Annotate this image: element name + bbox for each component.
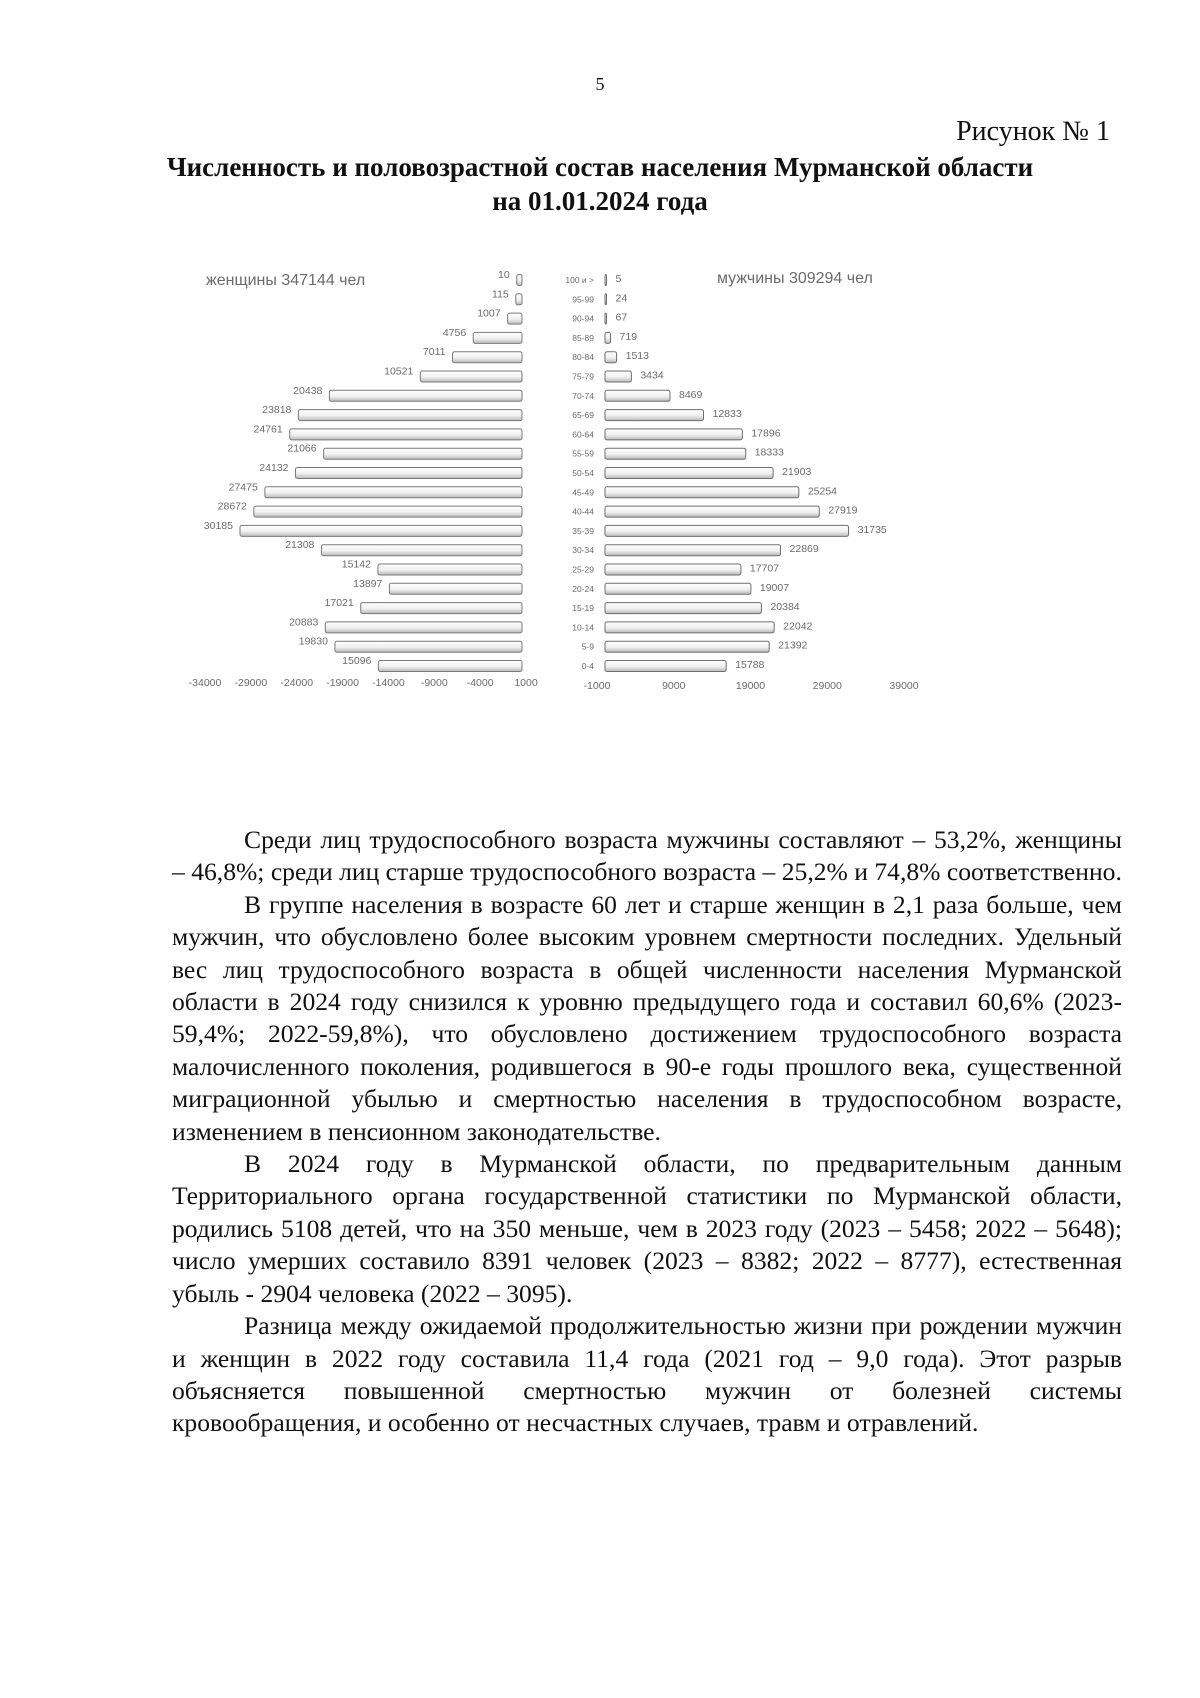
female-value-label: 4756 — [442, 326, 467, 339]
male-value-label: 22869 — [789, 543, 819, 556]
female-value-label: 7011 — [422, 346, 446, 359]
female-axis-tick: 1000 — [514, 677, 538, 689]
male-value-label: 8469 — [678, 388, 703, 401]
paragraph-1: Среди лиц трудоспособного возраста мужчины составляют – 53,2%, женщины – 46,8%; среди лиц старше трудоспособного возраста – 25,2% и 74,8% соответственно. — [172, 825, 1122, 887]
female-bar — [325, 622, 522, 633]
male-bar — [605, 410, 703, 421]
female-bar — [378, 661, 522, 672]
age-group-label: 95-99 — [572, 294, 594, 305]
male-value-label: 24 — [615, 292, 628, 305]
female-bar — [240, 525, 522, 536]
female-value-label: 24761 — [253, 423, 283, 436]
age-group-label: 100 и > — [565, 275, 594, 285]
male-bar — [605, 332, 611, 343]
male-bar — [605, 641, 769, 652]
female-value-label: 20438 — [293, 384, 323, 397]
female-value-label: 1007 — [477, 307, 501, 320]
age-group-label: 85-89 — [572, 332, 594, 343]
paragraph-3: В 2024 году в Мурманской области, по предварительным данным Территориального органа государственной статистики по Мурманской области, родились 5108 детей, что на 350 меньше, чем в 2023 году (2023 – 5458; 2022 – 5648); число умерших составило 8391 человек (2023 – 8382; 2022 – 8777), естественная убыль - 2904 человека (2022 – 3095). — [172, 1149, 1122, 1308]
female-bar — [473, 332, 522, 343]
male-axis-tick: -1000 — [583, 680, 611, 692]
male-bar — [605, 352, 617, 363]
paragraph-4: Разница между ожидаемой продолжительностью жизни при рождении мужчин и женщин в 2022 году составила 11,4 года (2021 год – 9,0 года). Этот разрыв объясняется повышенной смертностью мужчин от болезней системы кровообращения, и особенно от несчастных случаев, травм и отравлений. — [172, 1311, 1122, 1438]
female-bar — [361, 603, 522, 614]
female-bar — [517, 275, 522, 286]
male-axis-tick: 29000 — [812, 680, 842, 692]
female-value-label: 10521 — [384, 365, 414, 378]
female-value-label: 17021 — [324, 597, 354, 610]
female-bar — [389, 583, 522, 594]
female-axis-tick: -34000 — [188, 677, 222, 689]
age-group-label: 5-9 — [581, 641, 594, 652]
female-axis-tick: -24000 — [280, 677, 314, 689]
female-value-label: 19830 — [298, 635, 328, 648]
body-text — [172, 824, 1122, 1440]
male-value-label: 15788 — [735, 659, 765, 671]
male-axis-tick: 19000 — [735, 680, 766, 692]
female-value-label: 24132 — [259, 462, 289, 474]
male-value-label: 25254 — [807, 485, 838, 498]
male-value-label: 3434 — [640, 369, 664, 382]
male-axis-tick: 39000 — [889, 680, 919, 692]
male-bar — [605, 294, 607, 305]
female-bar — [453, 352, 522, 363]
male-bar — [605, 448, 746, 459]
female-bar — [265, 487, 522, 498]
male-value-label: 19007 — [759, 581, 790, 594]
age-group-label: 10-14 — [572, 622, 594, 633]
female-value-label: 30185 — [203, 519, 233, 532]
female-value-label: 28672 — [217, 500, 247, 513]
male-value-label: 22042 — [783, 620, 813, 633]
age-group-label: 35-39 — [572, 525, 594, 536]
pyramid-svg — [188, 269, 1020, 760]
age-group-label: 60-64 — [572, 429, 594, 440]
female-bar — [378, 564, 522, 575]
male-value-label: 67 — [615, 311, 628, 324]
female-bar — [516, 294, 522, 305]
figure-title-line-2: на 01.01.2024 года — [492, 186, 708, 216]
male-value-label: 719 — [619, 330, 638, 343]
female-bar — [254, 506, 522, 517]
male-value-label: 12833 — [712, 408, 742, 421]
female-axis-tick: -14000 — [372, 677, 405, 689]
age-group-label: 30-34 — [572, 545, 594, 556]
female-axis-tick: -19000 — [326, 677, 359, 689]
age-group-label: 55-59 — [572, 448, 594, 459]
male-value-label: 20384 — [770, 601, 800, 614]
female-value-label: 21308 — [285, 539, 315, 552]
age-group-label: 80-84 — [572, 352, 594, 363]
male-bar — [605, 371, 631, 382]
figure-label: Рисунок № 1 — [956, 116, 1110, 147]
population-pyramid-chart — [188, 269, 1020, 760]
age-group-label: 25-29 — [572, 564, 594, 575]
male-bar — [605, 429, 742, 440]
male-axis-tick: 9000 — [662, 680, 686, 692]
male-value-label: 1513 — [625, 350, 649, 363]
male-value-label: 5 — [615, 273, 622, 285]
male-bar — [605, 603, 761, 614]
male-bar — [605, 545, 781, 556]
female-bar — [296, 468, 522, 479]
male-bar — [605, 525, 849, 536]
figure-title — [120, 150, 1080, 218]
female-axis-tick: -29000 — [234, 677, 268, 689]
age-group-label: 70-74 — [572, 390, 594, 401]
male-bar — [605, 564, 741, 575]
age-group-label: 50-54 — [572, 468, 594, 478]
female-bar — [335, 641, 522, 652]
male-legend: мужчины 309294 чел — [717, 270, 873, 287]
male-value-label: 31735 — [857, 523, 887, 536]
female-bar — [508, 313, 522, 324]
female-axis-tick: -4000 — [466, 677, 494, 689]
female-bar — [329, 390, 522, 401]
female-value-label: 15142 — [341, 558, 371, 571]
female-value-label: 23818 — [262, 404, 292, 417]
female-bar — [324, 448, 522, 459]
female-bar — [290, 429, 522, 440]
age-group-label: 0-4 — [581, 661, 594, 671]
female-bar — [321, 545, 522, 556]
female-value-label: 10 — [498, 269, 510, 281]
male-bar — [605, 390, 670, 401]
male-value-label: 21392 — [778, 639, 808, 652]
male-bar — [605, 275, 607, 286]
female-bar — [420, 371, 522, 382]
male-bar — [605, 313, 607, 324]
figure-title-line-1: Численность и половозрастной состав населения Мурманской области — [166, 152, 1034, 182]
male-bar — [605, 487, 799, 498]
age-group-label: 45-49 — [572, 487, 594, 498]
female-value-label: 21066 — [287, 442, 317, 455]
male-bar — [605, 661, 726, 672]
male-bar — [605, 506, 819, 517]
male-value-label: 18333 — [754, 446, 784, 459]
paragraph-2: В группе населения в возрасте 60 лет и старше женщин в 2,1 раза больше, чем мужчин, что обусловлено более высоким уровнем смертности последних. Удельный вес лиц трудоспособного возраста в общей численности населения Мурманской области в 2024 году снизился к уровню предыдущего года и составил 60,6% (2023-59,4%; 2022-59,8%), что обусловлено достижением трудоспособного возраста малочисленного поколения, родившегося в 90-е годы прошлого века, существенной миграционной убылью и смертностью населения в трудоспособном возрасте, изменением в пенсионном законодательстве. — [172, 889, 1122, 1146]
female-value-label: 15096 — [342, 655, 372, 667]
age-group-label: 20-24 — [572, 583, 594, 594]
age-group-label: 65-69 — [572, 410, 594, 421]
female-legend: женщины 347144 чел — [206, 272, 366, 289]
female-value-label: 27475 — [228, 481, 258, 494]
female-value-label: 20883 — [289, 616, 319, 629]
female-value-label: 13897 — [353, 577, 383, 590]
female-axis-tick: -9000 — [420, 677, 448, 689]
male-bar — [605, 468, 773, 479]
age-group-label: 15-19 — [572, 603, 594, 614]
page-number: 5 — [595, 74, 605, 94]
male-value-label: 17707 — [749, 562, 780, 575]
age-group-label: 75-79 — [572, 371, 594, 382]
age-group-label: 40-44 — [572, 506, 594, 517]
female-bar — [298, 410, 522, 421]
male-value-label: 27919 — [828, 504, 858, 517]
female-value-label: 115 — [492, 288, 509, 301]
male-value-label: 21903 — [782, 466, 812, 478]
male-bar — [605, 622, 774, 633]
age-group-label: 90-94 — [572, 313, 594, 324]
male-bar — [605, 583, 751, 594]
male-value-label: 17896 — [751, 427, 781, 440]
